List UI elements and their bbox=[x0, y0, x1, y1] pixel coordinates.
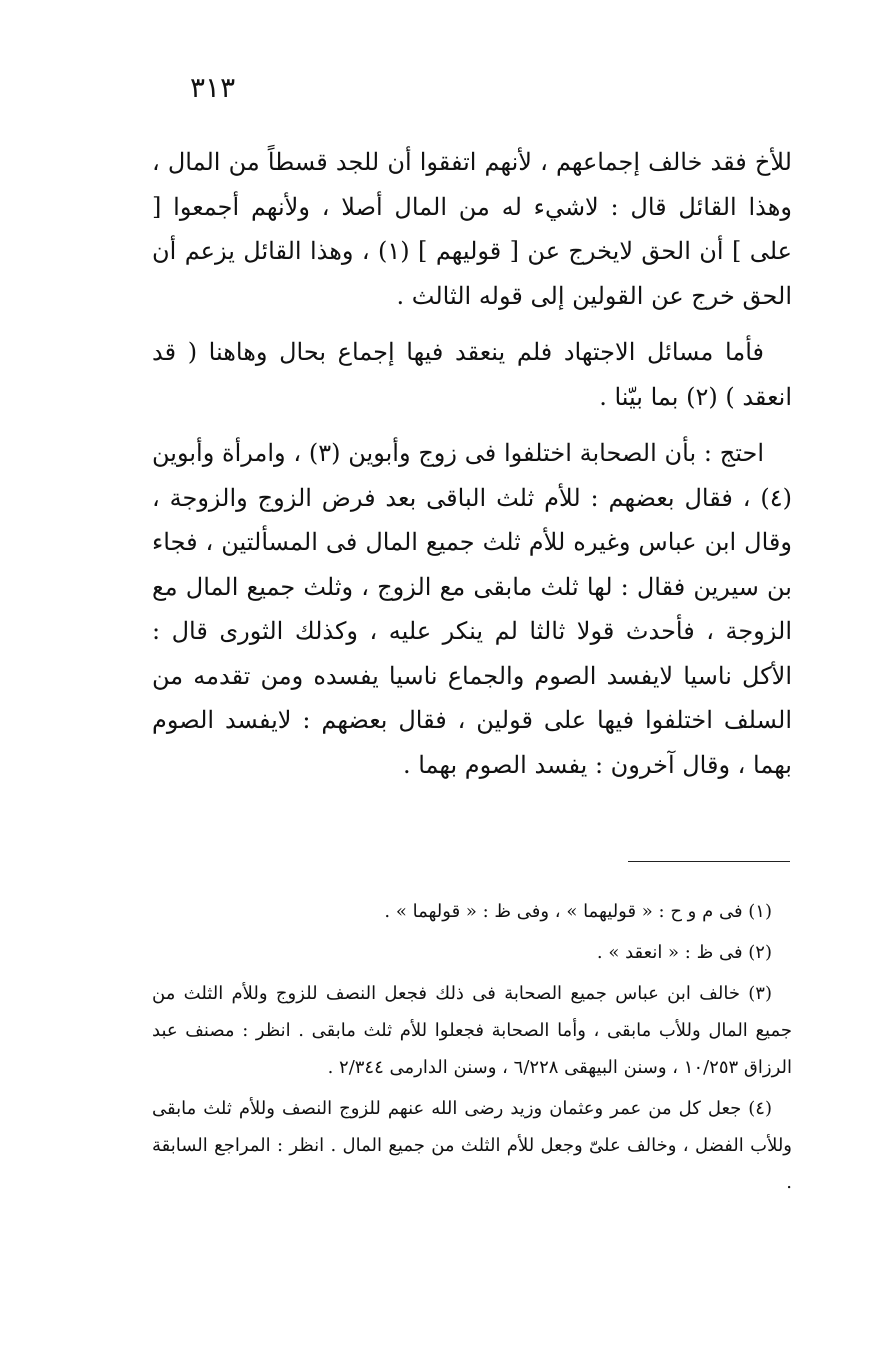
paragraph-2: فأما مسائل الاجتهاد فلم ينعقد فيها إجماع بحال وهاهنا ( قد انعقد ) (٢) بما بيّنا . bbox=[152, 338, 792, 411]
footnote-separator bbox=[628, 861, 790, 862]
footnote-1: (١) فى م و ح : « قوليهما » ، وفى ظ : « قولهما » . bbox=[384, 901, 772, 922]
page-number: ٣١٣ bbox=[190, 71, 236, 104]
main-text bbox=[152, 140, 792, 799]
footnote-3: (٣) خالف ابن عباس جميع الصحابة فى ذلك فجعل النصف للزوج وللأم الثلث من جميع المال وللأب مابقى ، وأما الصحابة فجعلوا للأم ثلث مابقى . انظر : مصنف عبد الرزاق ١٠/٢٥٣ ، وسنن البيهقى ٦/٢٢٨ ، وسنن الدارمى ٢/٣٤٤ . bbox=[152, 983, 792, 1078]
footnote-4: (٤) جعل كل من عمر وعثمان وزيد رضى الله عنهم للزوج النصف وللأم ثلث مابقى وللأب الفضل ، وخالف علىّ وجعل للأم الثلث من جميع المال . انظر : المراجع السابقة . bbox=[152, 1098, 792, 1193]
paragraph-3: احتج : بأن الصحابة اختلفوا فى زوج وأبوين (٣) ، وامرأة وأبوين (٤) ، فقال بعضهم : للأم ثلث الباقى بعد فرض الزوج والزوجة ، وقال ابن عباس وغيره للأم ثلث جميع المال فى المسألتين ، فجاء بن سيرين فقال : لها ثلث مابقى مع الزوج ، وثلث جميع المال مع الزوجة ، فأحدث قولا ثالثا لم ينكر عليه ، وكذلك الثورى قال : الأكل ناسيا لايفسد الصوم والجماع ناسيا يفسده ومن تقدمه من السلف اختلفوا فيها على قولين ، فقال بعضهم : لايفسد الصوم بهما ، وقال آخرون : يفسد الصوم بهما . bbox=[152, 439, 792, 779]
footnote-2: (٢) فى ظ : « انعقد » . bbox=[596, 942, 772, 963]
paragraph-1: للأخ فقد خالف إجماعهم ، لأنهم اتفقوا أن للجد قسطاً من المال ، وهذا القائل قال : لاشيء له من المال أصلا ، ولأنهم أجمعوا [ على ] أن الحق لايخرج عن [ قوليهم ] (١) ، وهذا القائل يزعم أن الحق خرج عن القولين إلى قوله الثالث . bbox=[152, 148, 793, 310]
footnotes bbox=[152, 893, 792, 1205]
